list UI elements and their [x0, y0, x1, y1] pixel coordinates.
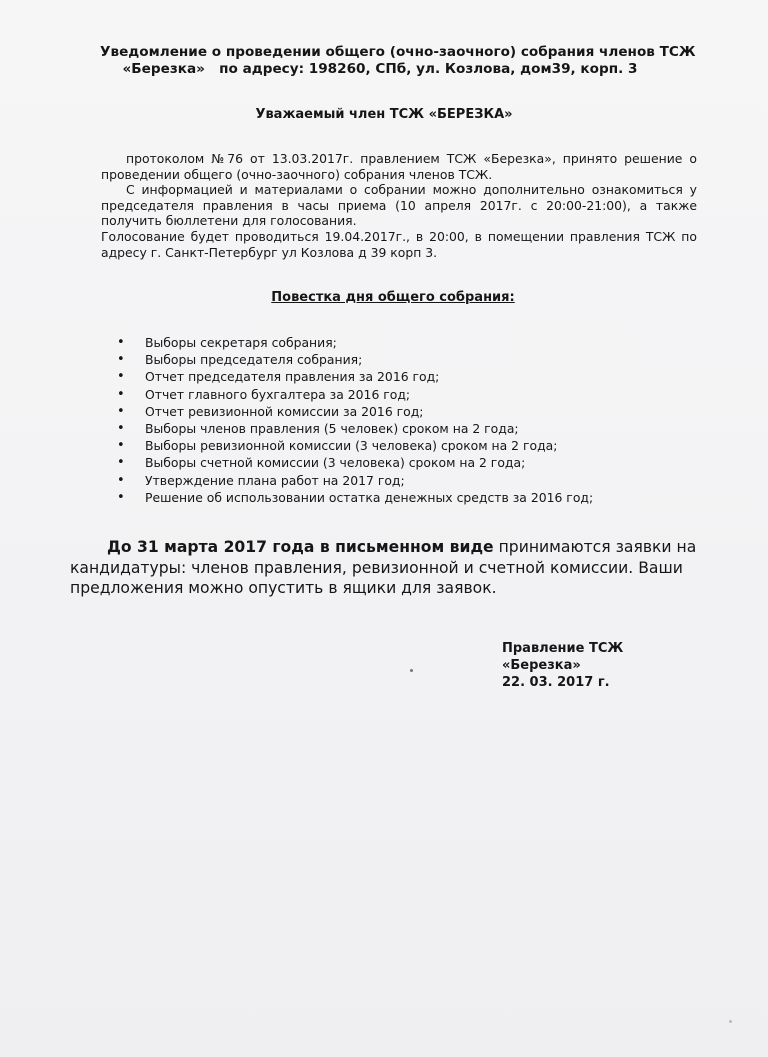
signature-date: 22. 03. 2017 г. [502, 675, 610, 690]
agenda-item: • Отчет председателя правления за 2016 год; [117, 368, 593, 385]
paragraph-voting-line-2: адресу г. Санкт-Петербург ул Козлова д 39 корп 3. [101, 244, 438, 260]
paragraph-voting-line-1: Голосование будет проводиться 19.04.2017г., в 20:00, в помещении правления ТСЖ по [101, 228, 697, 244]
notice-body [101, 151, 697, 260]
agenda-item: • Решение об использовании остатка денежных средств за 2016 год; [117, 489, 593, 506]
deadline-line-1-rest: принимаются заявки на [493, 538, 697, 556]
agenda-item: • Отчет ревизионной комиссии за 2016 год; [117, 403, 593, 420]
signature-organization: «Березка» [502, 658, 581, 673]
deadline-line-1 [70, 537, 697, 558]
deadline-line-2: кандидатуры: членов правления, ревизионной и счетной комиссии. Ваши [70, 558, 683, 577]
paragraph-information-line-2: председателя правления в часы приема (10 апреля 2017г. с 20:00-21:00), а также [101, 197, 697, 213]
agenda-item: • Отчет главного бухгалтера за 2016 год; [117, 386, 593, 403]
paragraph-decision-line-2: проведении общего (очно-заочного) собрания членов ТСЖ. [101, 166, 493, 182]
agenda-list [117, 334, 593, 506]
agenda-item: • Выборы председателя собрания; [117, 351, 593, 368]
scan-speck [410, 669, 413, 672]
agenda-heading: Повестка дня общего собрания: [271, 290, 515, 305]
scan-speck [729, 1020, 732, 1023]
notice-title-line-1: Уведомление о проведении общего (очно-заочного) собрания членов ТСЖ [100, 44, 696, 60]
paragraph-information-line-3: получить бюллетени для голосования. [101, 213, 357, 229]
paragraph-information [101, 182, 697, 229]
paragraph-voting [101, 229, 697, 260]
agenda-item: • Утверждение плана работ на 2017 год; [117, 472, 593, 489]
paragraph-decision [101, 151, 697, 182]
paragraph-decision-line-1: протоколом №76 от 13.03.2017г. правлением ТСЖ «Березка», принято решение о [126, 151, 697, 166]
greeting: Уважаемый член ТСЖ «БЕРЕЗКА» [255, 107, 513, 122]
paragraph-information-line-1: С информацией и материалами о собрании можно дополнительно ознакомиться у [126, 182, 697, 198]
deadline-bold-text: До 31 марта 2017 года в письменном виде [107, 538, 494, 556]
signature-block [502, 640, 623, 691]
deadline-notice [70, 537, 697, 599]
signature-board: Правление ТСЖ [502, 641, 624, 656]
deadline-line-3: предложения можно опустить в ящики для заявок. [70, 579, 497, 597]
agenda-item: • Выборы секретаря собрания; [117, 334, 593, 351]
notice-title [100, 44, 696, 78]
agenda-item: • Выборы членов правления (5 человек) сроком на 2 года; [117, 420, 593, 437]
notice-title-line-2: «Березка» по адресу: 198260, СПб, ул. Козлова, дом39, корп. 3 [122, 61, 638, 77]
agenda-item: • Выборы счетной комиссии (3 человека) сроком на 2 года; [117, 454, 593, 471]
agenda-item: • Выборы ревизионной комиссии (3 человека) сроком на 2 года; [117, 437, 593, 454]
